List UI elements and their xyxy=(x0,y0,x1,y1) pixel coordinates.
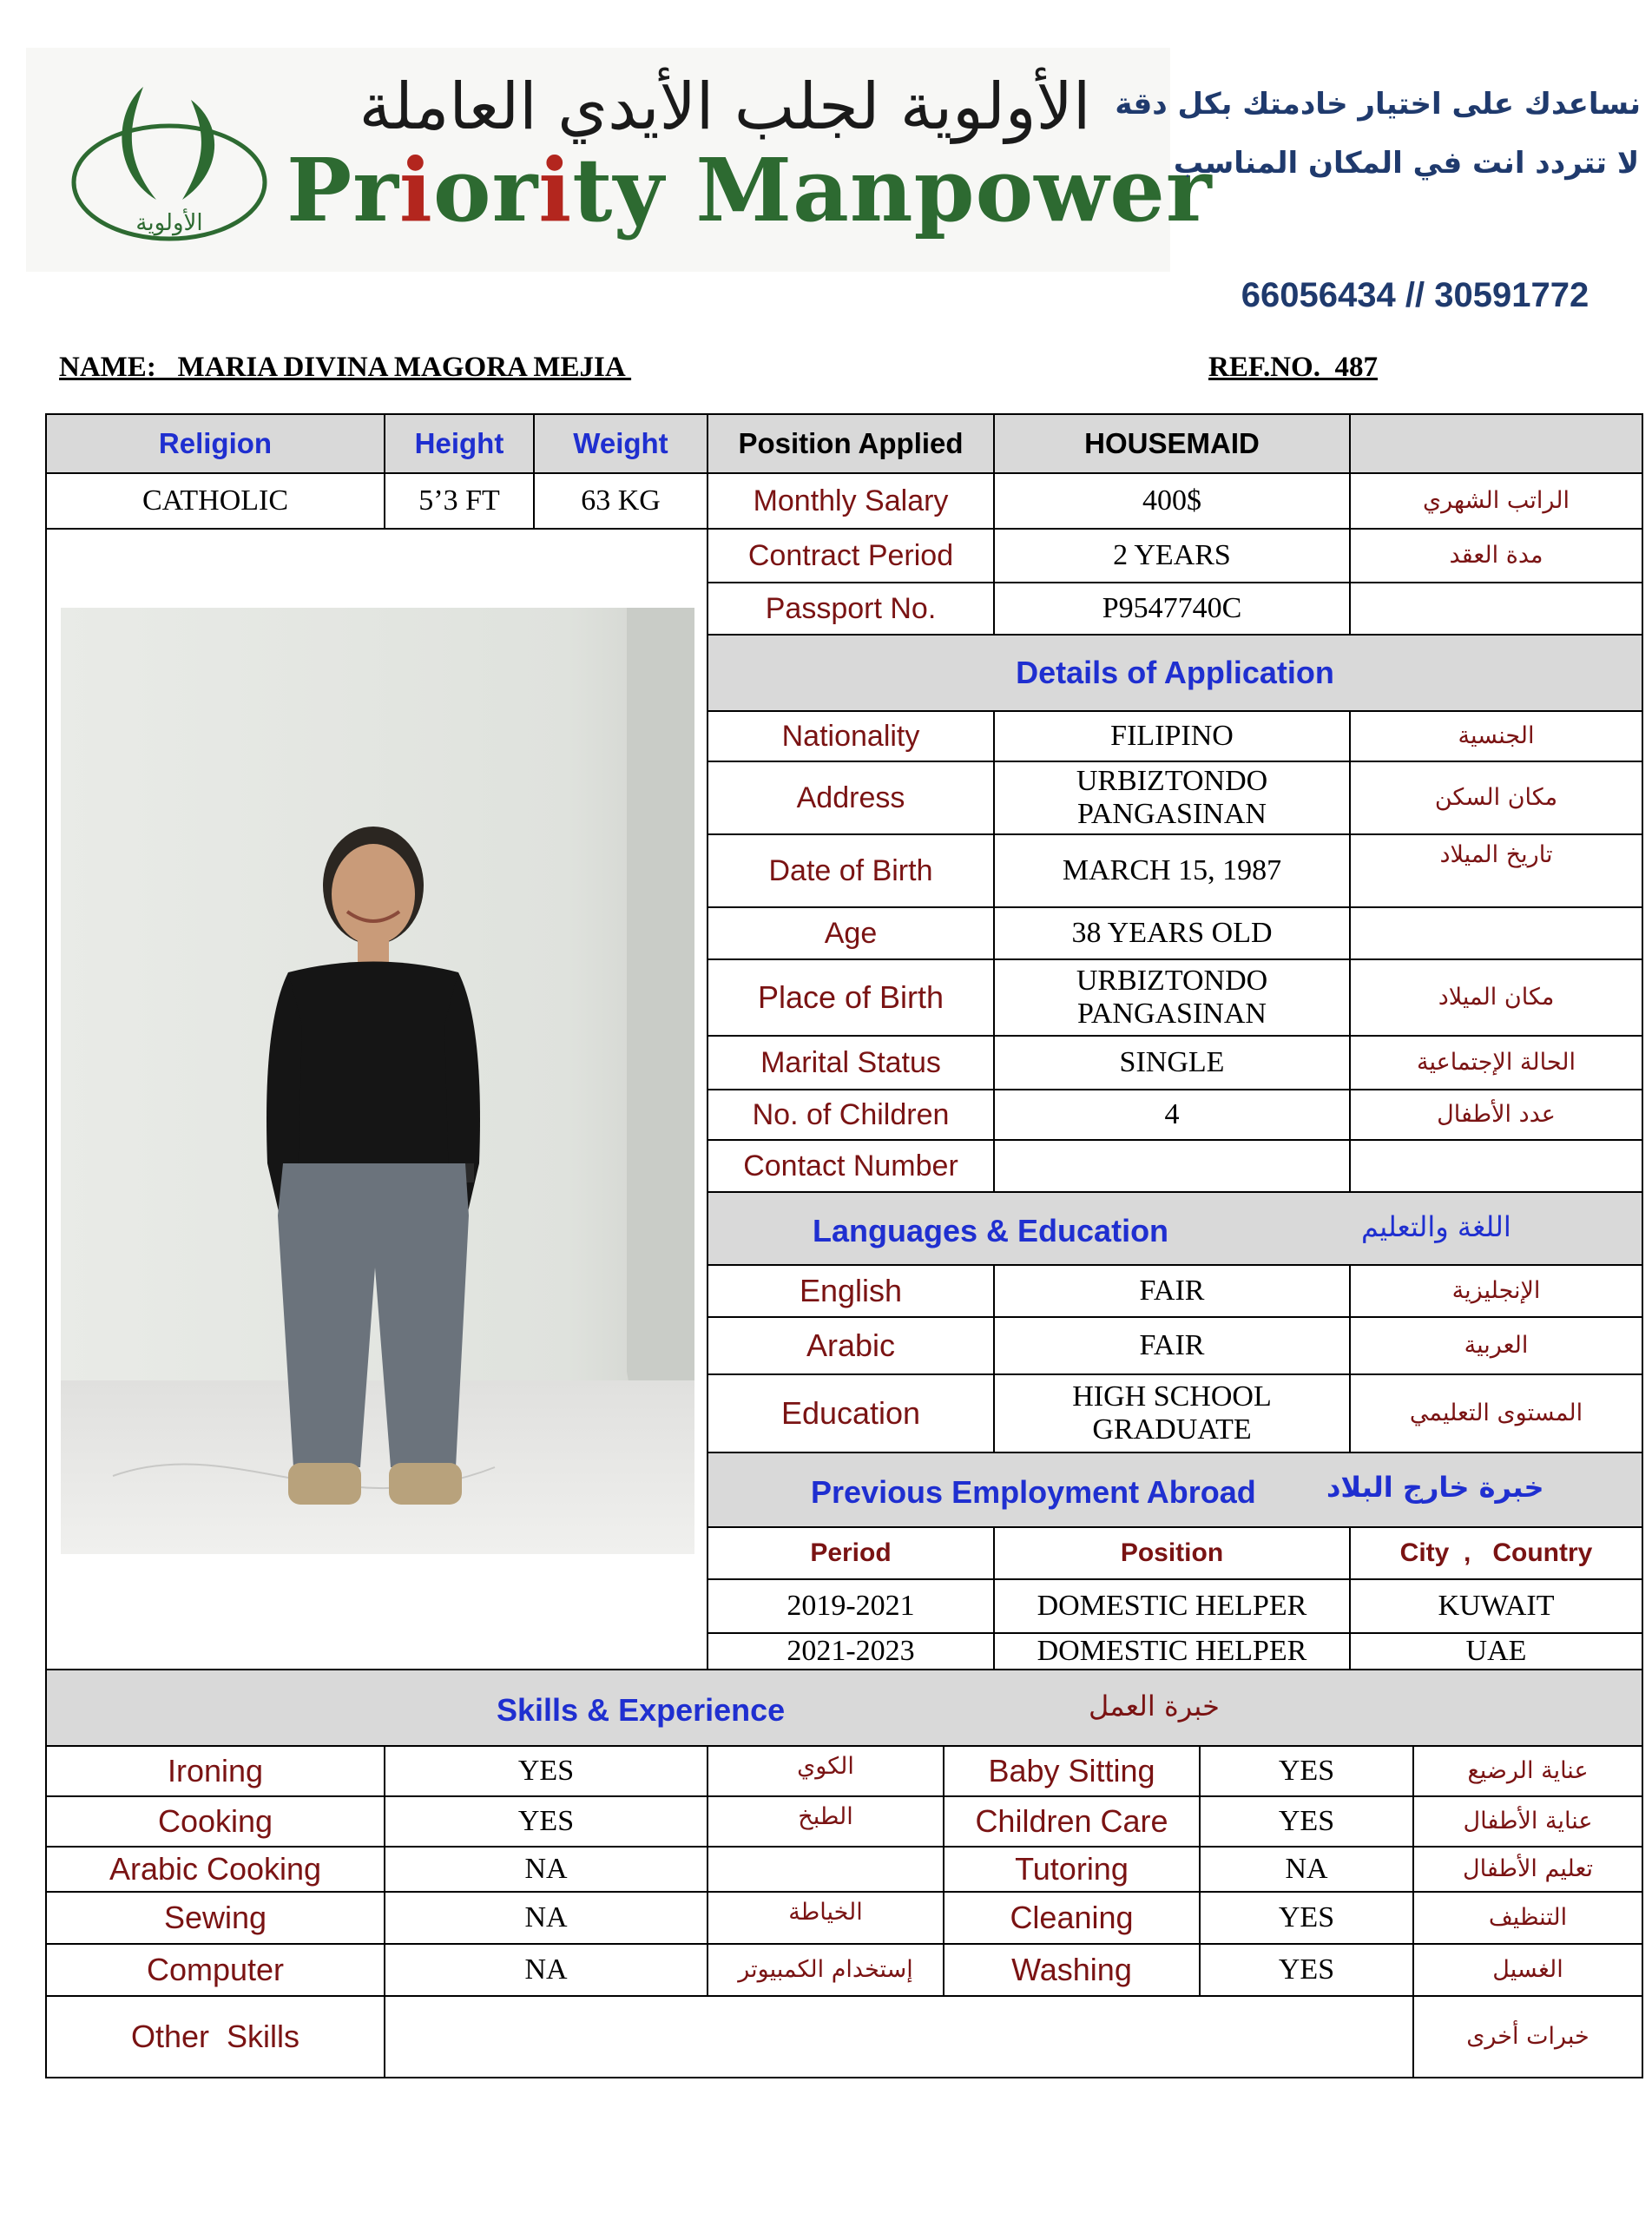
position-arabic-cell xyxy=(1349,413,1643,474)
place-of-birth-label: Place of Birth xyxy=(707,958,995,1037)
address-label: Address xyxy=(707,761,995,835)
address-arabic: مكان السكن xyxy=(1349,761,1643,835)
contract-period-arabic: مدة العقد xyxy=(1349,528,1643,583)
emblem-leaf-right xyxy=(182,100,214,200)
logo-part: i xyxy=(398,139,433,241)
skill-value: NA xyxy=(384,1846,708,1893)
skill-value: NA xyxy=(384,1891,708,1945)
contact-number-label: Contact Number xyxy=(707,1139,995,1193)
employment-period: 2019-2021 xyxy=(707,1578,995,1634)
address-value: URBIZTONDO PANGASINAN xyxy=(993,761,1351,835)
height-header: Height xyxy=(384,413,535,474)
skill-arabic: التنظيف xyxy=(1412,1891,1643,1945)
employment-title: Previous Employment Abroad xyxy=(811,1474,1256,1510)
marital-status-label: Marital Status xyxy=(707,1035,995,1090)
age-value: 38 YEARS OLD xyxy=(993,906,1351,960)
skill-value: YES xyxy=(384,1795,708,1848)
skill-arabic: الكوي xyxy=(707,1745,944,1797)
sweater-torso xyxy=(278,962,469,1173)
period-column-header: Period xyxy=(707,1526,995,1580)
logo-part: or xyxy=(432,139,539,241)
nationality-arabic: الجنسية xyxy=(1349,710,1643,762)
skill-label: Washing xyxy=(943,1943,1201,1997)
english-value: FAIR xyxy=(993,1264,1351,1318)
age-label: Age xyxy=(707,906,995,960)
religion-value: CATHOLIC xyxy=(45,472,385,530)
skill-value: YES xyxy=(384,1745,708,1797)
applicant-photo xyxy=(61,608,694,1554)
nationality-value: FILIPINO xyxy=(993,710,1351,762)
logo-part: Pr xyxy=(286,139,399,241)
employment-title-arabic: خبرة خارج البلاد xyxy=(1326,1471,1544,1504)
slogan-line-2: لا تتردد انت في المكان المناسب xyxy=(1173,146,1640,181)
contract-period-label: Contract Period xyxy=(707,528,995,583)
education-value: HIGH SCHOOL GRADUATE xyxy=(993,1373,1351,1453)
face-shape xyxy=(332,844,415,945)
skills-title: Skills & Experience xyxy=(497,1692,786,1728)
weight-header: Weight xyxy=(533,413,708,474)
dob-arabic: تاريخ الميلاد xyxy=(1349,833,1643,908)
place-of-birth-arabic: مكان الميلاد xyxy=(1349,958,1643,1037)
english-arabic: الإنجليزية xyxy=(1349,1264,1643,1318)
skill-arabic: عناية الأطفال xyxy=(1412,1795,1643,1848)
applicant-name: NAME: MARIA DIVINA MAGORA MEJIA xyxy=(59,352,632,383)
skill-label: Baby Sitting xyxy=(943,1745,1201,1797)
contact-number-arabic xyxy=(1349,1139,1643,1193)
skill-label: Arabic Cooking xyxy=(45,1846,385,1893)
children-arabic: عدد الأطفال xyxy=(1349,1089,1643,1141)
slogan-line-1: نساعدك على اختيار خادمتك بكل دقة xyxy=(1115,87,1641,122)
employment-position: DOMESTIC HELPER xyxy=(993,1632,1351,1670)
skills-section-header xyxy=(45,1669,1643,1747)
languages-title: Languages & Education xyxy=(813,1213,1169,1248)
skill-arabic: إستخدام الكمبيوتر xyxy=(707,1943,944,1997)
passport-label: Passport No. xyxy=(707,582,995,636)
skill-value: YES xyxy=(1199,1943,1414,1997)
skill-label: Computer xyxy=(45,1943,385,1997)
emblem-leaf-left xyxy=(122,87,156,200)
skill-value: YES xyxy=(1199,1745,1414,1797)
phone-numbers: 66056434 // 30591772 xyxy=(1241,276,1589,314)
details-section-header: Details of Application xyxy=(707,634,1643,712)
employment-section-header xyxy=(707,1452,1643,1528)
position-column-header: Position xyxy=(993,1526,1351,1580)
weight-value: 63 KG xyxy=(533,472,708,530)
arabic-arabic: العربية xyxy=(1349,1316,1643,1375)
employment-position: DOMESTIC HELPER xyxy=(993,1578,1351,1634)
monthly-salary-label: Monthly Salary xyxy=(707,472,995,530)
logo-arabic-name: الأولوية لجلب الأيدي العاملة xyxy=(359,69,1091,144)
position-applied-value: HOUSEMAID xyxy=(993,413,1351,474)
languages-title-arabic: اللغة والتعليم xyxy=(1361,1210,1511,1243)
monthly-salary-value: 400$ xyxy=(993,472,1351,530)
logo-part: ty Manpower xyxy=(572,139,1213,241)
position-applied-label: Position Applied xyxy=(707,413,995,474)
passport-arabic xyxy=(1349,582,1643,636)
skill-arabic: الغسيل xyxy=(1412,1943,1643,1997)
skill-arabic: عناية الرضيع xyxy=(1412,1745,1643,1797)
emblem-text: الأولوية xyxy=(135,210,203,236)
place-of-birth-value: URBIZTONDO PANGASINAN xyxy=(993,958,1351,1037)
left-sandal xyxy=(288,1463,361,1505)
skill-arabic: الخياطة xyxy=(707,1891,944,1945)
dob-value: MARCH 15, 1987 xyxy=(993,833,1351,908)
location-column-header: City , Country xyxy=(1349,1526,1643,1580)
marital-status-value: SINGLE xyxy=(993,1035,1351,1090)
contact-number-value xyxy=(993,1139,1351,1193)
arabic-label: Arabic xyxy=(707,1316,995,1375)
company-emblem xyxy=(61,52,278,269)
languages-section-header xyxy=(707,1191,1643,1266)
skills-title-arabic: خبرة العمل xyxy=(1089,1690,1220,1723)
height-value: 5’3 FT xyxy=(384,472,535,530)
children-value: 4 xyxy=(993,1089,1351,1141)
other-skills-value xyxy=(384,1995,1414,2078)
education-arabic: المستوى التعليمي xyxy=(1349,1373,1643,1453)
skill-label: Tutoring xyxy=(943,1846,1201,1893)
employment-location: KUWAIT xyxy=(1349,1578,1643,1634)
other-skills-arabic: خبرات أخرى xyxy=(1412,1995,1643,2078)
passport-value: P9547740C xyxy=(993,582,1351,636)
skill-arabic: تعليم الأطفال xyxy=(1412,1846,1643,1893)
marital-status-arabic: الحالة الإجتماعية xyxy=(1349,1035,1643,1090)
skill-label: Sewing xyxy=(45,1891,385,1945)
photo-floor xyxy=(61,1380,694,1554)
reference-number: REF.NO. 487 xyxy=(1208,352,1378,383)
contract-period-value: 2 YEARS xyxy=(993,528,1351,583)
skill-label: Ironing xyxy=(45,1745,385,1797)
employment-period: 2021-2023 xyxy=(707,1632,995,1670)
skill-value: YES xyxy=(1199,1795,1414,1848)
skill-label: Cleaning xyxy=(943,1891,1201,1945)
skill-value: NA xyxy=(1199,1846,1414,1893)
skill-label: Cooking xyxy=(45,1795,385,1848)
english-label: English xyxy=(707,1264,995,1318)
education-label: Education xyxy=(707,1373,995,1453)
employment-location: UAE xyxy=(1349,1632,1643,1670)
other-skills-label: Other Skills xyxy=(45,1995,385,2078)
skill-label: Children Care xyxy=(943,1795,1201,1848)
skill-value: NA xyxy=(384,1943,708,1997)
right-sandal xyxy=(389,1463,462,1505)
skill-arabic xyxy=(707,1846,944,1893)
children-label: No. of Children xyxy=(707,1089,995,1141)
dob-label: Date of Birth xyxy=(707,833,995,908)
skill-arabic: الطبخ xyxy=(707,1795,944,1848)
religion-header: Religion xyxy=(45,413,385,474)
logo-part: i xyxy=(538,139,573,241)
arabic-value: FAIR xyxy=(993,1316,1351,1375)
logo-english-name xyxy=(286,139,1213,241)
skill-value: YES xyxy=(1199,1891,1414,1945)
nationality-label: Nationality xyxy=(707,710,995,762)
monthly-salary-arabic: الراتب الشهري xyxy=(1349,472,1643,530)
age-arabic xyxy=(1349,906,1643,960)
